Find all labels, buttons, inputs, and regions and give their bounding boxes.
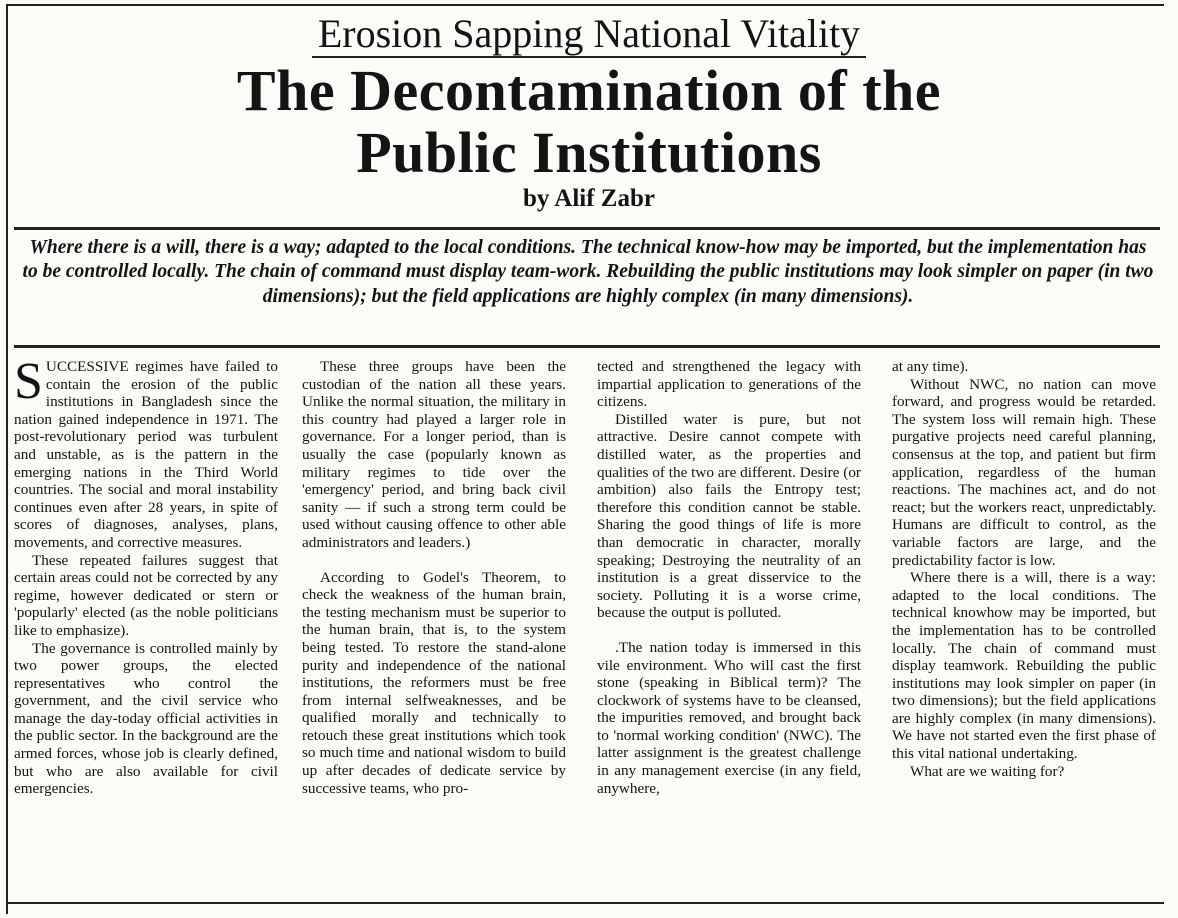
body-paragraph: Distilled water is pure, but not attractive. Desire cannot compete with distilled water, as the properties and qualities of the two are different. Desire (or ambition) also fails the Entropy test; therefore this condition cannot be stable. Sharing the good things of life is more than democratic in character, morally speaking; Destroying the neutrality of an institution is a great disservice to the society. Polluting it is a worse crime, because the output is polluted.	[597, 410, 861, 622]
deck-top-rule	[14, 227, 1160, 230]
article-deck: Where there is a will, there is a way; adapted to the local conditions. The technical know-how may be imported, but the implementation has to be controlled locally. The chain of command must display team-work. Rebuilding the public institutions may look simpler on paper (in two dimensions); but the field applications are highly complex (in many dimensions).	[22, 237, 1154, 307]
headline-line-2: Public Institutions	[356, 120, 822, 185]
body-paragraph: SUCCESSIVE regimes have failed to contain the erosion of the public institutions in Bangladesh since the nation gained independence in 1971. The post-revolutionary period was turbulent and unstable, as is the pattern in the emerging nations in the Third World countries. The social and moral instability continues even after 28 years, in spite of scores of diagnoses, analyses, plans, movements, and corrective measures.	[14, 353, 278, 551]
body-paragraph: .The nation today is immersed in this vile environment. Who will cast the first stone (speaking in Biblical term)? The clockwork of systems have to be cleansed, the impurities removed, and brought back to 'normal working condition' (NWC). The latter assignment is the greatest challenge in any management exercise (in any field, anywhere,	[597, 638, 861, 797]
bottom-border-rule	[6, 902, 1164, 904]
body-paragraph: These three groups have been the custodian of the nation all these years. Unlike the normal situation, the military in this country had played a larger role in governance. For a longer period, than is usually the case (popularly known as military regimes to tide over the 'emergency' period, and bring back civil sanity — if such a strong term could be used without causing offence to other able administrators and leaders.)	[302, 358, 566, 551]
body-paragraph: at any time).	[892, 358, 969, 375]
body-column-3	[597, 358, 861, 797]
article-byline: by Alif Zabr	[523, 185, 655, 212]
article-headline	[0, 60, 1178, 184]
deck-bottom-rule	[14, 345, 1160, 348]
drop-cap: S	[14, 353, 43, 410]
body-paragraph: The governance is controlled mainly by two power groups, the elected representatives who control the government, and the civil service who manage the day-today official activities in the public sector. In the background are the armed forces, whose job is clearly defined, but who are also available for civil emergencies.	[14, 639, 278, 798]
top-border-rule	[6, 4, 1164, 6]
body-column-2	[302, 358, 566, 797]
body-paragraph: These repeated failures suggest that certain areas could not be corrected by any regime, however dedicated or stern or 'popularly' elected (as the noble politicians like to emphasize).	[14, 551, 278, 639]
body-paragraph: Where there is a will, there is a way: adapted to the local conditions. The technical knowhow may be imported, but the implementation has to be controlled locally. The chain of command must display teamwork. Rebuilding the public institutions may look simpler on paper (in two dimensions); but the field applications are highly complex (in many dimensions). We have not started even the first phase of this vital national undertaking.	[892, 569, 1156, 763]
body-column-4	[892, 358, 1156, 780]
article-kicker	[0, 10, 1178, 58]
body-column-1	[14, 353, 278, 798]
body-paragraph: Without NWC, no nation can move forward, and progress would be retarded. The system loss will remain high. These purgative projects need careful planning, consensus at the top, and patient but firm application, regardless of the human reactions. The machines act, and do not react; but the workers react, unpredictably. Humans are difficult to control, as the variable factors are large, and the predictability factor is low.	[892, 375, 1156, 569]
body-paragraph: tected and strengthened the legacy with impartial application to generations of the citizens.	[597, 358, 861, 411]
body-paragraph: What are we waiting for?	[910, 762, 1065, 780]
body-paragraph: According to Godel's Theorem, to check the weakness of the human brain, the testing mechanism must be superior to the human brain, that is, to the system being tested. To restore the stand-alone purity and independence of the national institutions, the reformers must be free from internal selfweaknesses, and be qualified morally and technically to retouch these great institutions which took so much time and national wisdom to build up after decades of dedicate service by successive teams, who pro-	[302, 568, 566, 797]
headline-line-1: The Decontamination of the	[236, 58, 942, 123]
kicker-text: Erosion Sapping National Vitality	[312, 11, 866, 58]
